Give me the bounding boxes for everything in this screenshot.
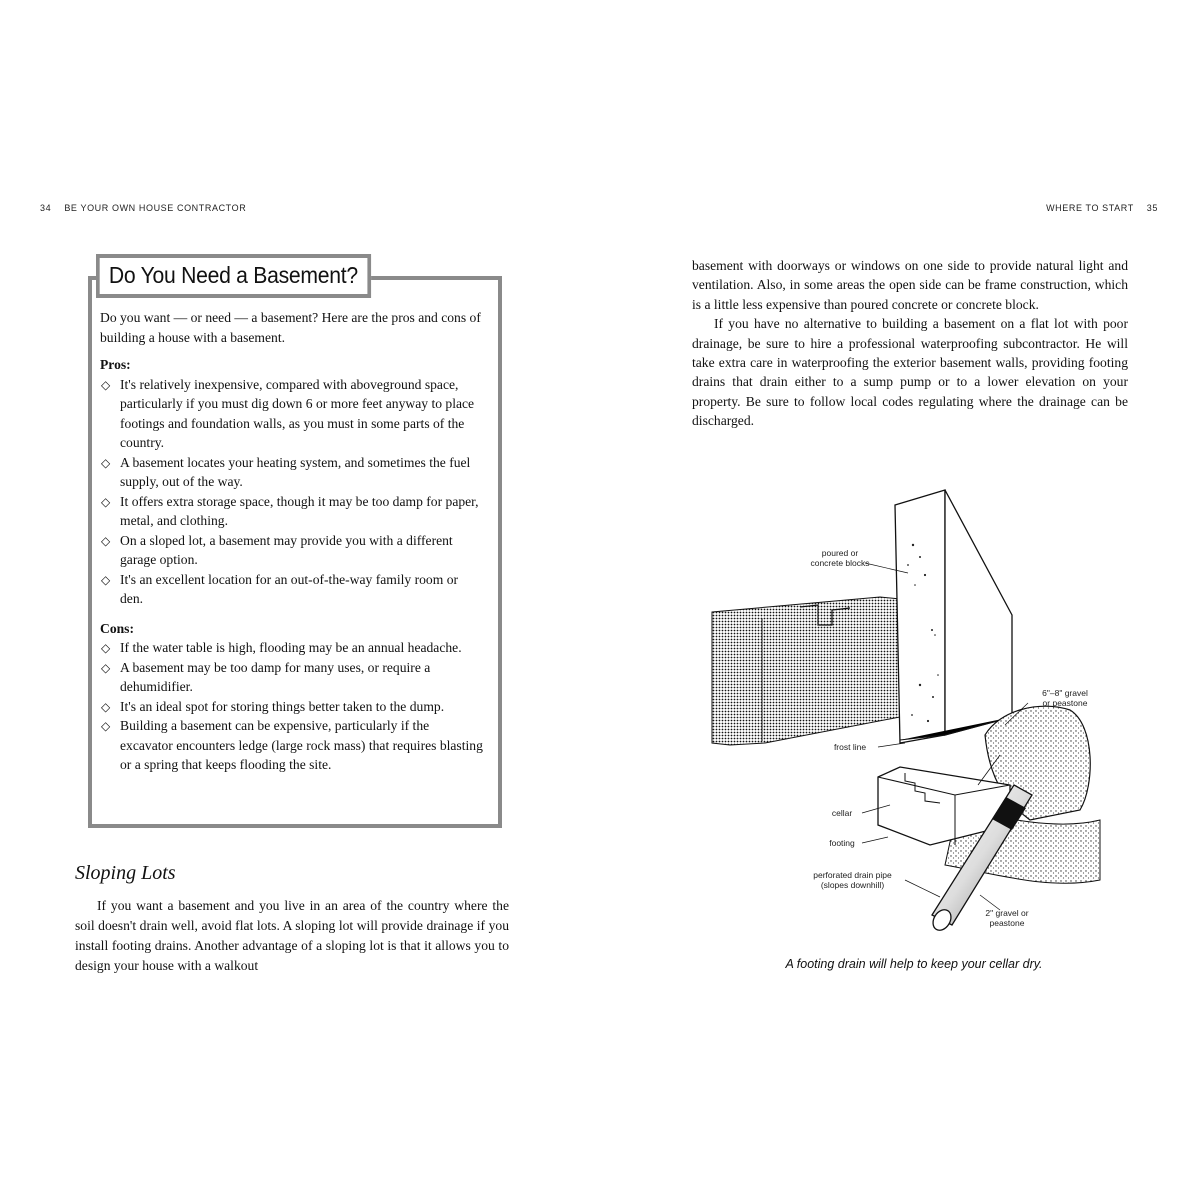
section-heading: Sloping Lots xyxy=(75,862,176,884)
diamond-bullet-icon: ◇ xyxy=(101,699,111,714)
diamond-bullet-icon: ◇ xyxy=(101,377,111,392)
label-footing: footing xyxy=(829,838,855,848)
label-cellar: cellar xyxy=(831,808,853,818)
chapter-title: WHERE TO START xyxy=(1046,203,1134,213)
pros-heading: Pros: xyxy=(100,357,131,372)
sidebar-content xyxy=(100,308,484,775)
label-frost-line: frost line xyxy=(833,742,867,752)
cons-heading: Cons: xyxy=(100,620,134,636)
diamond-bullet-icon: ◇ xyxy=(101,660,111,675)
list-item: ◇ It's relatively inexpensive, compared with aboveground space, particularly if you must dig down 6 or more feet anyway to place footings and foundation walls, as you must in some parts of the country. xyxy=(101,376,475,450)
label-drain-pipe: perforated drain pipe (slopes downhill) xyxy=(813,870,892,890)
diamond-bullet-icon: ◇ xyxy=(101,494,111,509)
running-head-left xyxy=(30,203,246,213)
list-item: ◇ If the water table is high, flooding may be an annual headache. xyxy=(100,638,484,658)
list-item: ◇ On a sloped lot, a basement may provide you with a different garage option. xyxy=(101,532,453,567)
list-item: ◇ A basement locates your heating system, and sometimes the fuel supply, out of the way. xyxy=(101,454,471,489)
illustration-svg xyxy=(700,485,1140,935)
book-title: BE YOUR OWN HOUSE CONTRACTOR xyxy=(64,203,247,213)
list-item: ◇ It offers extra storage space, though it may be too damp for paper, metal, and clothing. xyxy=(101,493,479,528)
list-item: ◇ Building a basement can be expensive, particularly if the excavator encounters ledge (large rock mass) that requires blasting or a spring that keeps flooding the site. xyxy=(101,718,483,772)
body-text-right xyxy=(692,256,1128,431)
list-item: ◇ It's an ideal spot for storing things better taken to the dump. xyxy=(100,697,484,717)
figure-caption: A footing drain will help to keep your cellar dry. xyxy=(785,957,1043,971)
paragraph: If you have no alternative to building a basement on a flat lot with poor drainage, be sure to hire a professional waterproofing subcontractor. He will take extra care in waterproofing the exterior basement walls, providing footing drains that drain either to a sump pump or to a lower elevation on your property. Be sure to follow local codes regulating where the drainage can be discharged. xyxy=(692,316,1128,429)
running-head-right xyxy=(1046,203,1168,213)
paragraph: basement with doorways or windows on one side to provide natural light and ventilation. Also, in some areas the open side can be frame construction, which is a little less expensive than poured concrete or concrete block. xyxy=(692,258,1128,312)
diamond-bullet-icon: ◇ xyxy=(101,719,111,733)
sidebar-intro: Do you want — or need — a basement? Here are the pros and cons of building a house with a basement. xyxy=(100,310,481,345)
page-number-left: 34 xyxy=(40,203,52,213)
diamond-bullet-icon: ◇ xyxy=(101,533,111,548)
paragraph: If you want a basement and you live in an area of the country where the soil doesn't drain well, avoid flat lots. A sloping lot will provide drainage if you install footing drains. Another advantage of a sloping lot is that it allows you to design your house with a walkout xyxy=(75,898,509,973)
diamond-bullet-icon: ◇ xyxy=(101,572,111,587)
footing-drain-illustration xyxy=(700,485,1140,935)
diamond-bullet-icon: ◇ xyxy=(101,641,111,655)
label-gravel-top: 6"–8" gravel or peastone xyxy=(1042,688,1088,708)
cons-list xyxy=(100,638,484,775)
label-poured-concrete: poured or concrete blocks xyxy=(810,548,870,568)
body-text-left xyxy=(75,896,509,976)
list-item: ◇ It's an excellent location for an out-of-the-way family room or den. xyxy=(101,571,459,606)
diamond-bullet-icon: ◇ xyxy=(101,455,111,470)
page-number-right: 35 xyxy=(1146,203,1158,213)
sidebar-title: Do You Need a Basement? xyxy=(96,254,371,298)
label-gravel-bottom: 2" gravel or peastone xyxy=(985,908,1029,928)
list-item: ◇ A basement may be too damp for many uses, or require a dehumidifier. xyxy=(101,659,431,694)
pros-list xyxy=(100,375,484,609)
